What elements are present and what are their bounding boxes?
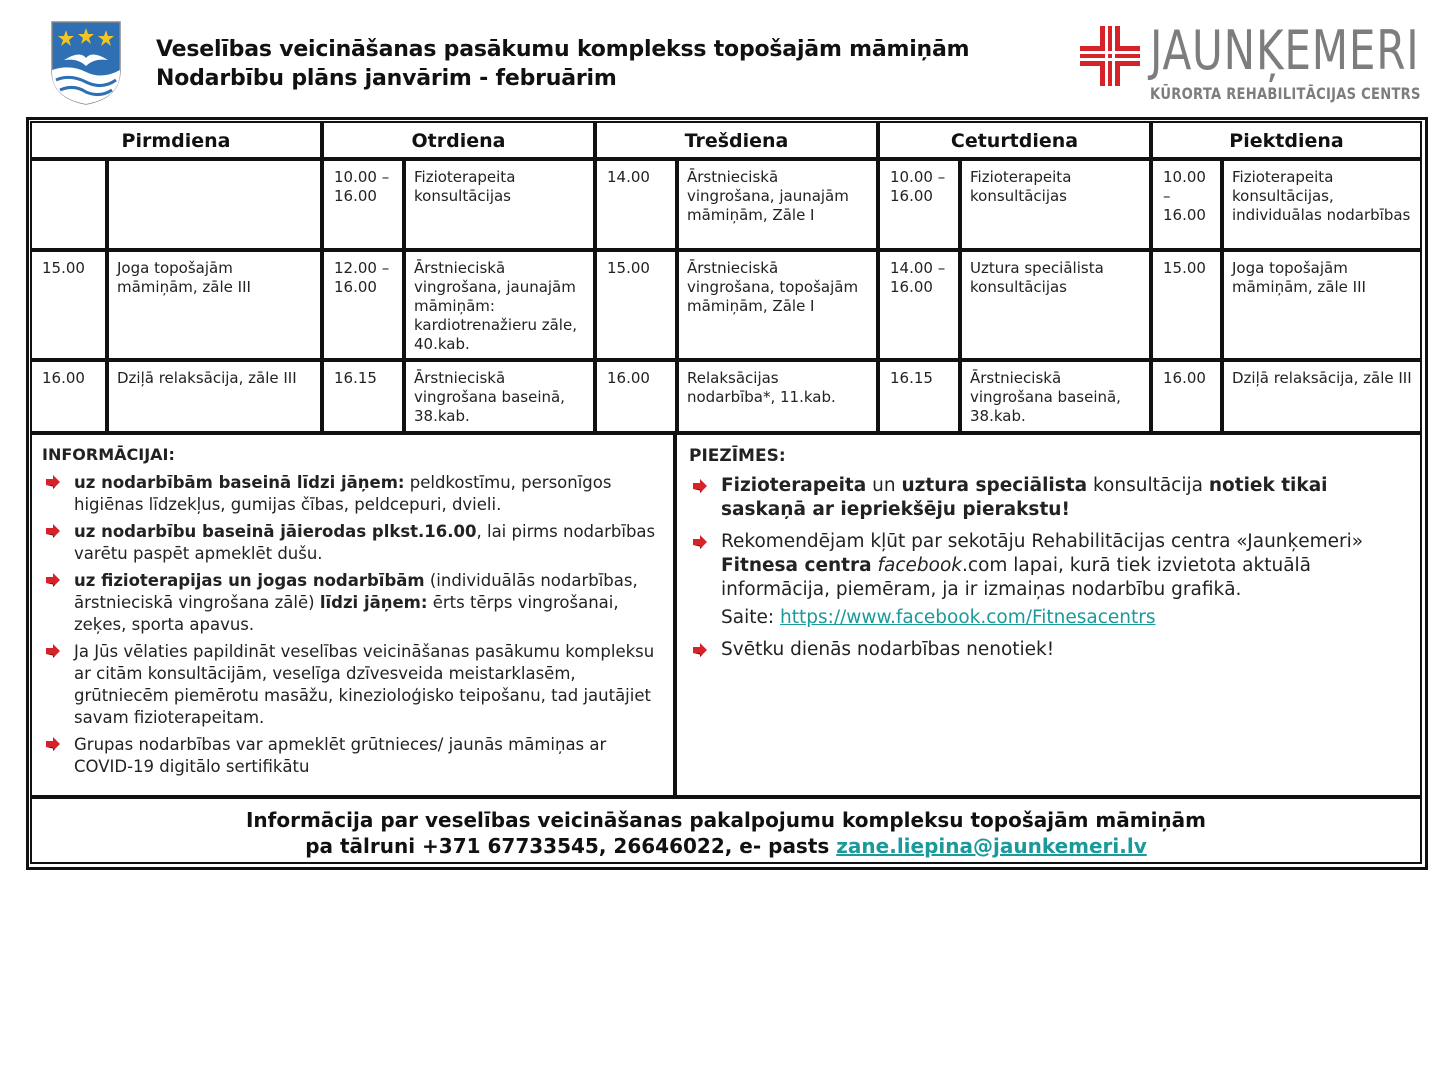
row3-mon-time: 16.00 [30, 360, 107, 433]
info-item-text: Ja Jūs vēlaties papildināt veselības veicināšanas pasākumu kompleksu ar citām konsultācijām, veselīga dzīvesveida meistarklasēm, grūtniecēm piemērotu masāžu, kinezioloģisko teipošanu, tad jautājiet savam fizioterapeitam. [74, 642, 655, 727]
facebook-link[interactable]: https://www.facebook.com/Fitnesacentrs [779, 607, 1156, 628]
note-text: .com lapai, kurā tiek izvietota aktuālā informācija, piemēram, ja ir izmaiņas nodarbību grafikā. [721, 555, 1312, 600]
email-link[interactable]: zane.liepina@jaunkemeri.lv [836, 834, 1147, 858]
row3-mon-activity: Dziļā relaksācija, zāle III [107, 360, 322, 433]
note-text: Rekomendējam kļūt par sekotāju Rehabilitācijas centra «Jaunķemeri» [721, 531, 1364, 552]
row1-thu-time: 10.00 – 16.00 [878, 159, 960, 250]
day-header-monday: Pirmdiena [30, 121, 322, 159]
bullet-arrow-icon [693, 535, 707, 549]
info-item-text: , lai pirms nodarbības varētu paspēt apmeklēt dušu. [74, 522, 656, 563]
logo-name: JAUNĶEMERI [1150, 19, 1420, 82]
info-item-bold: uz fizioterapijas un jogas nodarbībām [74, 571, 425, 590]
bullet-arrow-icon [46, 573, 60, 587]
note-text: un [866, 475, 902, 496]
row2-mon-activity: Joga topošajām māmiņām, zāle III [107, 250, 322, 360]
jaunkemeri-logo [1078, 19, 1421, 104]
footer-line-1: Informācija par veselības veicināšanas pakalpojumu kompleksu topošajām māmiņām [245, 808, 1206, 832]
note-bold: notiek tikai saskaņā ar iepriekšēju pierakstu! [721, 475, 1328, 520]
info-item [42, 570, 663, 636]
row3-thu-activity: Ārstnieciskā vingrošana baseinā, 38.kab. [960, 360, 1151, 433]
notes-heading: PIEZĪMES: [689, 446, 786, 466]
note-bold: Fizioterapeita [721, 475, 867, 496]
note-item [689, 530, 1408, 630]
logo-subtitle: KŪRORTA REHABILITĀCIJAS CENTRS [1150, 84, 1421, 103]
row2-tue-time: 12.00 – 16.00 [322, 250, 404, 360]
info-item [42, 521, 663, 565]
note-italic: facebook [877, 555, 963, 576]
row2-fri-time: 15.00 [1151, 250, 1222, 360]
row1-mon-activity [107, 159, 322, 250]
row3-wed-activity: Relaksācijas nodarbība*, 11.kab. [677, 360, 878, 433]
row2-thu-time: 14.00 – 16.00 [878, 250, 960, 360]
note-bold: uztura speciālista [901, 475, 1088, 496]
row1-wed-activity: Ārstnieciskā vingrošana, jaunajām māmiņām, Zāle I [677, 159, 878, 250]
bullet-arrow-icon [46, 644, 60, 658]
row3-tue-activity: Ārstnieciskā vingrošana baseinā, 38.kab. [404, 360, 595, 433]
info-item [42, 734, 663, 778]
row2-thu-activity: Uztura speciālista konsultācijas [960, 250, 1151, 360]
coat-of-arms-icon [50, 20, 122, 106]
info-item-text: peldkostīmu, personīgos higiēnas līdzekļus, gumijas čības, peldcepuri, dvieli. [74, 473, 612, 514]
row3-thu-time: 16.15 [878, 360, 960, 433]
footer-contact [30, 797, 1422, 864]
note-text: Svētku dienās nodarbības nenotiek! [721, 639, 1055, 660]
title-line-2: Nodarbību plāns janvārim - februārim [156, 66, 617, 91]
info-panel [30, 433, 675, 797]
row2-wed-activity: Ārstnieciskā vingrošana, topošajām māmiņām, Zāle I [677, 250, 878, 360]
info-item-text: Grupas nodarbības var apmeklēt grūtnieces/ jaunās māmiņas ar COVID-19 digitālo sertifikātu [74, 735, 607, 776]
day-header-friday: Piektdiena [1151, 121, 1422, 159]
row2-fri-activity: Joga topošajām māmiņām, zāle III [1222, 250, 1422, 360]
info-item [42, 641, 663, 729]
row2-wed-time: 15.00 [595, 250, 677, 360]
note-item [689, 638, 1408, 662]
row1-mon-time [30, 159, 107, 250]
row1-wed-time: 14.00 [595, 159, 677, 250]
row1-tue-time: 10.00 – 16.00 [322, 159, 404, 250]
note-text: konsultācija [1087, 475, 1209, 496]
info-item-bold: uz nodarbību baseinā jāierodas plkst.16.00 [74, 522, 477, 541]
row2-tue-activity: Ārstnieciskā vingrošana, jaunajām māmiņām: kardiotrenažieru zāle, 40.kab. [404, 250, 595, 360]
bullet-arrow-icon [46, 475, 60, 489]
title-line-1: Veselības veicināšanas pasākumu komplekss topošajām māmiņām [156, 37, 970, 62]
facebook-link-label: Saite: [721, 607, 780, 628]
footer-phone-text: pa tālruni +371 67733545, 26646022, e- pasts [305, 834, 837, 858]
row3-fri-activity: Dziļā relaksācija, zāle III [1222, 360, 1422, 433]
row3-wed-time: 16.00 [595, 360, 677, 433]
info-item-bold: uz nodarbībām baseinā līdzi jāņem: [74, 473, 405, 492]
info-item [42, 472, 663, 516]
row1-fri-time: 10.00 – 16.00 [1151, 159, 1222, 250]
row2-mon-time: 15.00 [30, 250, 107, 360]
row3-tue-time: 16.15 [322, 360, 404, 433]
info-item-bold: līdzi jāņem: [319, 593, 428, 612]
cross-logo-icon [1078, 24, 1142, 88]
notes-panel [675, 433, 1422, 797]
footer-line-2 [32, 833, 1420, 859]
bullet-arrow-icon [46, 524, 60, 538]
page-title [156, 35, 969, 93]
bullet-arrow-icon [693, 479, 707, 493]
row3-fri-time: 16.00 [1151, 360, 1222, 433]
day-header-wednesday: Trešdiena [595, 121, 878, 159]
bullet-arrow-icon [46, 737, 60, 751]
note-bold: Fitnesa centra [721, 555, 872, 576]
row1-fri-activity: Fizioterapeita konsultācijas, individuālas nodarbības [1222, 159, 1422, 250]
row1-thu-activity: Fizioterapeita konsultācijas [960, 159, 1151, 250]
row1-tue-activity: Fizioterapeita konsultācijas [404, 159, 595, 250]
bullet-arrow-icon [693, 643, 707, 657]
info-item-text: (individuālās nodarbības, ārstnieciskā vingrošana zālē) [74, 571, 638, 612]
day-header-tuesday: Otrdiena [322, 121, 595, 159]
note-item [689, 474, 1408, 522]
info-heading: INFORMĀCIJAI: [42, 445, 175, 464]
day-header-thursday: Ceturtdiena [878, 121, 1151, 159]
info-item-text: ērts tērps vingrošanai, zeķes, sporta apavus. [74, 593, 619, 634]
